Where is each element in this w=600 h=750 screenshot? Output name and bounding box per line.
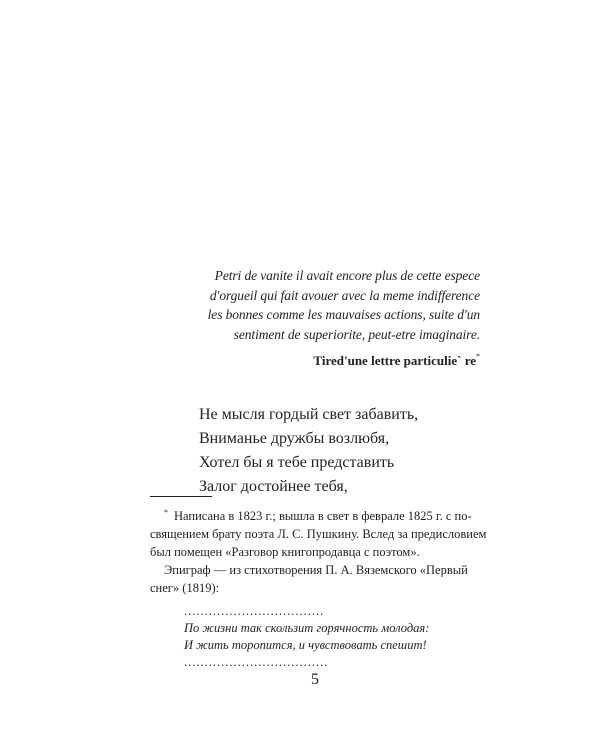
ellipsis-dots: ................................... <box>184 655 329 669</box>
footnote <box>150 504 487 671</box>
poem-line: Залог достойнее тебя, <box>199 478 348 495</box>
epigraph-line: d'orgueil qui fait avouer avec la meme indifference <box>209 287 480 303</box>
quote-line: По жизни так скользит горячность молодая: <box>184 621 430 635</box>
epigraph-source <box>150 348 480 370</box>
epigraph-line: sentiment de superiorite, peut-etre imaginaire. <box>233 326 480 342</box>
ellipsis-dots: .................................. <box>184 604 325 618</box>
quote-line: И жить торопится, и чувствовать спешит! <box>184 638 427 652</box>
footnote-line: священием брату поэта Л. С. Пушкину. Вслед за предисловием <box>150 527 487 541</box>
footnote-line <box>150 504 480 525</box>
epigraph <box>150 266 480 370</box>
poem-line: Вниманье дружбы возлюбя, <box>199 430 390 447</box>
poem-stanza <box>199 403 418 499</box>
poem-line: Не мысля гордый свет забавить, <box>199 406 419 423</box>
epigraph-source-text: Tired'une lettre particulie` re <box>313 353 476 368</box>
footnote-line: был помещен «Разговор книгопродавца с поэтом». <box>150 545 420 559</box>
epigraph-line: les bonnes comme les mauvaises actions, suite d'un <box>207 307 480 322</box>
footnote-line: снег» (1819): <box>150 581 220 595</box>
footnote-line: Эпиграф — из стихотворения П. А. Вяземского «Первый <box>164 563 468 577</box>
footnote-mark: * <box>164 508 168 517</box>
footnote-text: Написана в 1823 г.; вышла в свет в феврале 1825 г. с по- <box>174 509 472 523</box>
page-number: 5 <box>311 671 319 688</box>
footnote-divider <box>150 496 212 497</box>
footnote-reference-mark: * <box>476 352 480 361</box>
epigraph-line: Petri de vanite il avait encore plus de cette espece <box>214 268 480 283</box>
poem-line: Хотел бы я тебе представить <box>199 454 395 471</box>
footnote-quote <box>150 603 480 671</box>
